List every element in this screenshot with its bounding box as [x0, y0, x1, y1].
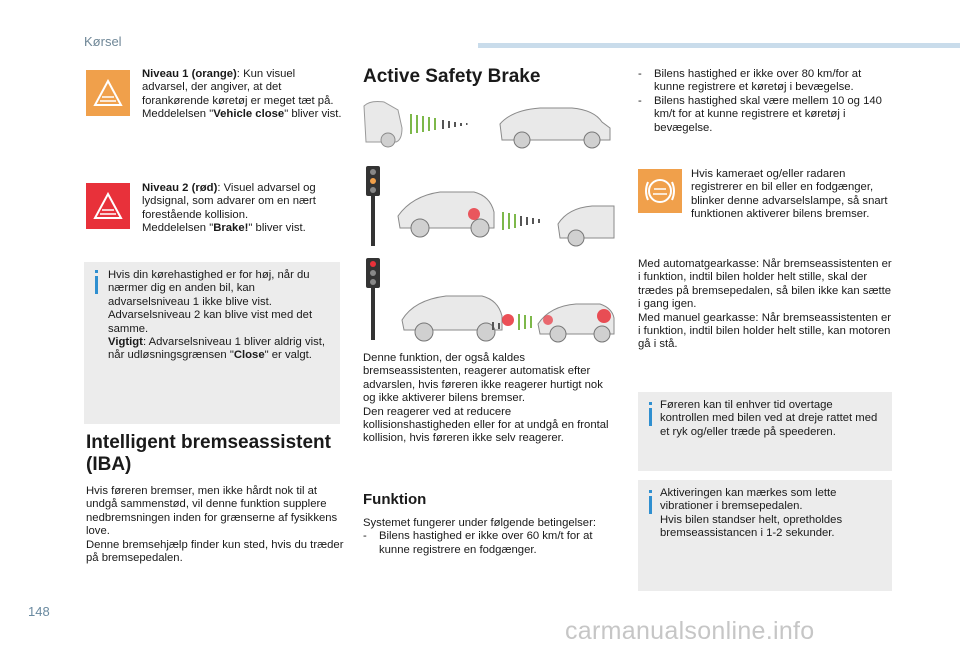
watermark: carmanualsonline.info	[565, 617, 815, 645]
level2-msg-pre: Meddelelsen "	[142, 222, 214, 235]
note-important-text: : Advarselsniveau 1 bliver aldrig vist, når udløsningsgrænsen "	[108, 336, 326, 362]
condition-item: - Bilens hastighed skal være mellem 10 og 140 km/t for at kunne registrere et køretøj i bevægelse.	[638, 94, 882, 134]
warning-orange-icon	[86, 70, 130, 116]
info-icon	[649, 402, 652, 405]
note-important-end: " er valgt.	[264, 349, 312, 362]
note-speed-text	[108, 269, 332, 363]
note-speed-main: Hvis din kørehastighed er for høj, når du nærmer dig en anden bil, kan advarselsniveau 1 ikke blive vist. Advarselsniveau 2 kan blive vist med det samme.	[108, 269, 313, 335]
note-vibration-main: Aktiveringen kan mærkes som lette vibrationer i bremsepedalen.	[660, 487, 837, 513]
note-vibration-2: Hvis bilen standser helt, opretholdes bremseassistancen i 1-2 sekunder.	[660, 513, 843, 540]
level2-msg: Brake!	[213, 222, 249, 235]
condition-item: - Bilens hastighed er ikke over 60 km/t for at kunne registrere en fodgænger.	[363, 530, 593, 556]
condition-text: Bilens hastighed skal være mellem 10 og 140 km/t for at kunne registrere et køretøj i bevægelse.	[654, 94, 882, 134]
info-icon-bar	[649, 408, 652, 426]
note-override-text: Føreren kan til enhver tid overtage kontrollen med bilen ved at dreje rattet med et ryk og/eller træde på speederen.	[660, 399, 878, 438]
level2-text	[142, 182, 342, 236]
auto-text: Med automatgearkasse: Når bremseassistenten er i funktion, indtil bilen holder helt stille, skal der trædes på bremsepedalen, så bilen ikke kan sætte i gang igen.	[638, 258, 892, 311]
funktion-intro: Systemet fungerer under følgende betingelser:	[363, 517, 596, 529]
level2-end: " bliver vist.	[248, 222, 306, 235]
asb-intro-2: Den reagerer ved at reducere kollisionshastigheden eller for at undgå en frontal kollision, hvis føreren ikke selv reagerer.	[363, 405, 609, 445]
level1-end: " bliver vist.	[284, 108, 342, 121]
illustration-approach	[362, 98, 616, 150]
warning-red-icon	[86, 183, 130, 229]
info-icon-bar	[649, 496, 652, 514]
note-vibration-text	[660, 487, 884, 541]
iba-title: Intelligent bremseassistent (IBA)	[86, 432, 331, 475]
iba-text-2: Denne bremsehjælp finder kun sted, hvis du træder på bremsepedalen.	[86, 538, 344, 565]
gear-text	[638, 258, 892, 352]
iba-text-main: Hvis føreren bremser, men ikke hårdt nok til at undgå sammenstød, vil denne funktion supplere nedbremsningen inden for grænserne af fysikkens love.	[86, 485, 338, 538]
condition-text: Bilens hastighed er ikke over 80 km/for at kunne registrere et køretøj i bevægelse.	[654, 68, 862, 94]
asb-title: Active Safety Brake	[363, 66, 541, 87]
condition-item: - Bilens hastighed er ikke over 80 km/for at kunne registrere et køretøj i bevægelse.	[638, 68, 862, 94]
note-important-msg: Close	[233, 349, 265, 362]
level1-text	[142, 68, 342, 122]
level1-msg: Vehicle close	[213, 108, 285, 121]
illustration-warning	[362, 160, 616, 250]
level1-label: Niveau 1 (orange)	[142, 68, 237, 80]
level1-desc: : Kun visuel advarsel, der angiver, at det forankørende køretøj er meget tæt på. Meddelelsen "	[142, 68, 334, 121]
illustration-braking	[362, 254, 616, 344]
brake-warning-lamp-icon	[638, 169, 682, 213]
info-icon-bar	[95, 276, 98, 294]
condition-text: Bilens hastighed er ikke over 60 km/t for at kunne registrere en fodgænger.	[379, 530, 593, 556]
page-number: 148	[28, 604, 50, 619]
info-icon	[649, 490, 652, 493]
camera-text: Hvis kameraet og/eller radaren registrerer en bil eller en fodgænger, blinker denne advarselslampe, så snart funktionen aktiverer bilens bremser.	[691, 168, 888, 221]
manual-text: Med manuel gearkasse: Når bremseassistenten er i funktion, indtil bilen holder helt stille, kan motoren gå i stå.	[638, 311, 892, 351]
note-important-label: Vigtigt	[108, 336, 143, 349]
funktion-text	[363, 517, 617, 557]
info-icon	[95, 270, 98, 273]
note-vibration	[638, 480, 892, 591]
note-speed	[84, 262, 340, 424]
note-override	[638, 392, 892, 471]
asb-intro-main: Denne funktion, der også kaldes bremseassistenten, reagerer automatisk efter advarslen, hvis føreren ikke reagerer hurtigt nok og ikke aktiverer bilens bremser.	[363, 352, 603, 405]
asb-intro	[363, 352, 617, 446]
header-bar	[478, 43, 960, 48]
iba-text	[86, 485, 344, 565]
funktion-title: Funktion	[363, 491, 427, 508]
section-label: Kørsel	[84, 34, 122, 49]
level2-desc: : Visuel advarsel og lydsignal, som advarer om en nært forestående kollision.	[142, 182, 316, 221]
level2-label: Niveau 2 (rød)	[142, 182, 218, 194]
col3-conditions	[638, 68, 892, 135]
